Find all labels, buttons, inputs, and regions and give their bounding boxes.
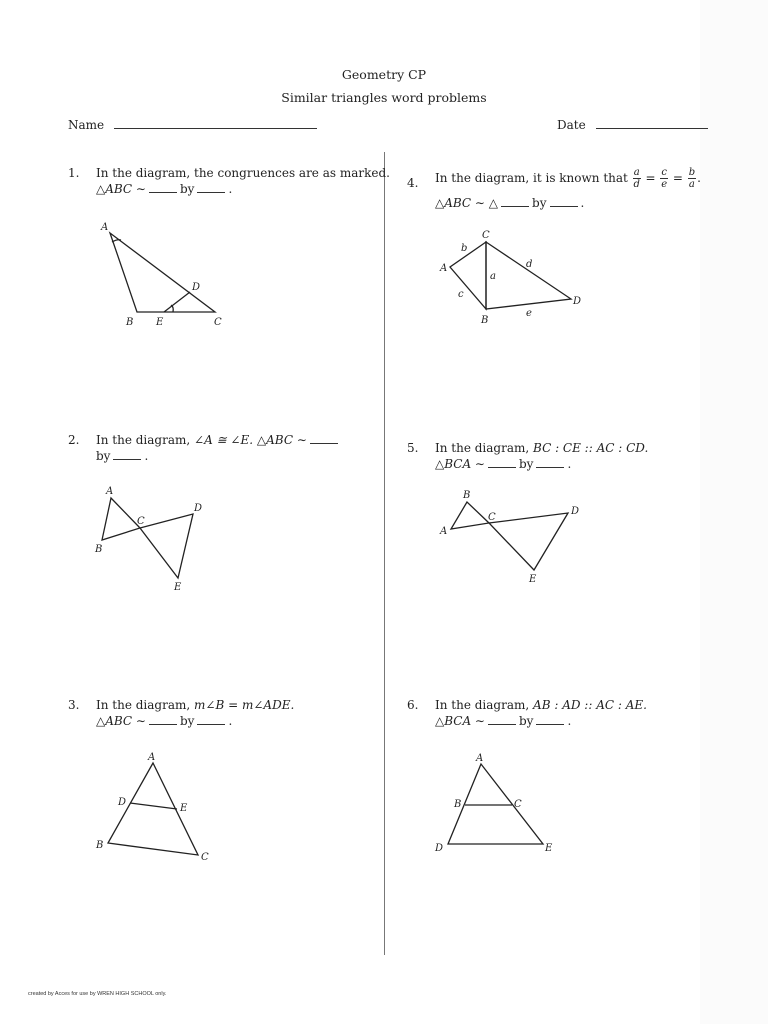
problem-text: In the diagram, the congruences are as marked. — [96, 166, 390, 180]
date-label: Date — [557, 118, 586, 132]
diagram-3 — [90, 745, 220, 865]
course-title: Geometry CP — [341, 67, 427, 82]
period: . — [580, 196, 585, 210]
svg-text:A: A — [148, 752, 156, 763]
svg-text:b: b — [461, 243, 468, 254]
angle-mark-e — [171, 305, 173, 312]
answer-blank-triangle[interactable] — [149, 715, 177, 725]
page-edge — [700, 0, 768, 1024]
date-field[interactable] — [557, 118, 708, 132]
triangle-abc — [110, 233, 215, 312]
period: . — [228, 714, 233, 728]
problem-6 — [407, 697, 707, 737]
problem-number: 4. — [407, 176, 419, 190]
diagram-5 — [430, 480, 590, 590]
name-field[interactable] — [68, 118, 317, 132]
svg-text:C: C — [482, 230, 490, 241]
text-prefix: In the diagram, — [435, 698, 530, 712]
text-prefix: In the diagram, — [96, 433, 191, 447]
triangle-cde — [489, 513, 568, 570]
answer-blank-triangle[interactable] — [501, 197, 529, 207]
triangle-abc — [102, 498, 140, 540]
similarity-statement: △ABC ∼ — [256, 433, 307, 447]
answer-blank-reason[interactable] — [536, 715, 564, 725]
diagram-4 — [430, 225, 590, 335]
period: . — [228, 182, 233, 196]
svg-text:E: E — [156, 317, 164, 328]
given-condition: m∠B = m∠ADE. — [194, 698, 295, 712]
diagram-2 — [85, 478, 215, 598]
fraction-b-over-a: $\frac{b}{a}$ — [688, 167, 696, 190]
svg-text:d: d — [526, 259, 533, 270]
worksheet-title: Similar triangles word problems — [281, 90, 487, 105]
problem-text: In the diagram, it is known that $\frac{a}{d}$ = $\frac{c}{e}$ = $\frac{b}{a}$ . — [435, 167, 701, 190]
name-blank[interactable] — [114, 128, 317, 129]
svg-text:D: D — [435, 843, 444, 854]
footer-credit: created by Acces for use by WREN HIGH SCHOOL only. — [28, 991, 167, 997]
answer-blank-reason[interactable] — [113, 450, 141, 460]
triangle-bca — [451, 502, 489, 529]
problem-text — [435, 440, 648, 456]
problem-5 — [407, 440, 707, 480]
svg-text:E: E — [174, 582, 182, 593]
svg-text:D: D — [118, 797, 127, 808]
answer-blank-reason[interactable] — [197, 183, 225, 193]
by-label: by — [96, 449, 111, 463]
problem-answer-line — [435, 456, 571, 472]
text-prefix: In the diagram, — [96, 698, 191, 712]
problem-3 — [68, 697, 378, 737]
problem-text — [96, 432, 341, 448]
triangle-cde — [140, 514, 193, 578]
svg-text:B: B — [454, 799, 462, 810]
svg-text:C: C — [137, 516, 145, 527]
similarity-statement: △ABC ∼ △ — [435, 196, 499, 210]
by-label: by — [180, 182, 195, 196]
period: . — [144, 449, 149, 463]
svg-text:e: e — [526, 308, 532, 319]
svg-text:C: C — [201, 852, 209, 863]
column-divider — [384, 152, 385, 955]
problem-number: 6. — [407, 698, 419, 712]
svg-text:A: A — [440, 263, 448, 274]
answer-blank-triangle[interactable] — [488, 458, 516, 468]
given-condition: AB : AD :: AC : AE. — [533, 698, 647, 712]
by-label: by — [180, 714, 195, 728]
svg-text:D: D — [192, 282, 201, 293]
text-prefix: In the diagram, it is known that — [435, 171, 628, 185]
similarity-statement: △BCA ∼ — [435, 714, 485, 728]
svg-text:C: C — [488, 512, 496, 523]
similarity-statement: △ABC ∼ — [96, 182, 146, 196]
svg-text:D: D — [194, 503, 203, 514]
diagram-6 — [425, 745, 565, 860]
similarity-statement: △BCA ∼ — [435, 457, 485, 471]
date-blank[interactable] — [596, 128, 708, 129]
segment-de — [130, 803, 177, 809]
svg-text:E: E — [545, 843, 553, 854]
svg-text:c: c — [458, 289, 464, 300]
problem-answer-line — [96, 713, 232, 729]
by-label: by — [519, 714, 534, 728]
svg-text:B: B — [95, 544, 103, 555]
problem-answer-line — [435, 195, 584, 211]
fraction-a-over-d: $\frac{a}{d}$ — [633, 167, 640, 190]
answer-blank-triangle[interactable] — [149, 183, 177, 193]
triangle-abc — [450, 242, 486, 309]
problem-text — [435, 697, 647, 713]
similarity-statement: △ABC ∼ — [96, 714, 146, 728]
text-prefix: In the diagram, — [435, 441, 530, 455]
svg-text:B: B — [481, 315, 489, 326]
svg-text:B: B — [126, 317, 134, 328]
svg-text:A: A — [476, 753, 484, 764]
problem-answer-line — [96, 448, 148, 464]
svg-text:a: a — [490, 271, 496, 282]
period: . — [567, 457, 572, 471]
svg-text:E: E — [529, 574, 537, 585]
svg-text:B: B — [96, 840, 104, 851]
segment-de — [164, 292, 190, 312]
svg-text:A: A — [440, 526, 448, 537]
problem-number: 2. — [68, 433, 80, 447]
svg-text:D: D — [573, 296, 582, 307]
answer-blank-reason[interactable] — [550, 197, 578, 207]
answer-blank-triangle[interactable] — [488, 715, 516, 725]
by-label: by — [519, 457, 534, 471]
given-condition: BC : CE :: AC : CD. — [533, 441, 649, 455]
by-label: by — [532, 196, 547, 210]
svg-text:E: E — [180, 803, 188, 814]
problem-number: 5. — [407, 441, 419, 455]
period: . — [567, 714, 572, 728]
problem-2 — [68, 432, 378, 472]
problem-1 — [68, 165, 390, 205]
svg-text:C: C — [214, 317, 222, 328]
problem-text — [96, 697, 294, 713]
triangle-bcd — [486, 242, 571, 309]
svg-text:B: B — [463, 490, 471, 501]
name-label: Name — [68, 118, 105, 132]
problem-answer-line — [435, 713, 571, 729]
diagram-1 — [90, 215, 240, 335]
problem-answer-line — [96, 181, 232, 197]
problem-number: 3. — [68, 698, 80, 712]
answer-blank-reason[interactable] — [536, 458, 564, 468]
problem-number: 1. — [68, 166, 80, 180]
svg-text:A: A — [106, 486, 114, 497]
svg-text:C: C — [514, 799, 522, 810]
answer-blank-reason[interactable] — [197, 715, 225, 725]
triangle-ade — [448, 764, 543, 844]
svg-text:A: A — [101, 222, 109, 233]
fraction-c-over-e: $\frac{c}{e}$ — [661, 167, 668, 190]
answer-blank-triangle[interactable] — [310, 434, 338, 444]
problem-4 — [407, 167, 707, 215]
given-condition: ∠A ≅ ∠E. — [194, 433, 254, 447]
svg-text:D: D — [571, 506, 580, 517]
